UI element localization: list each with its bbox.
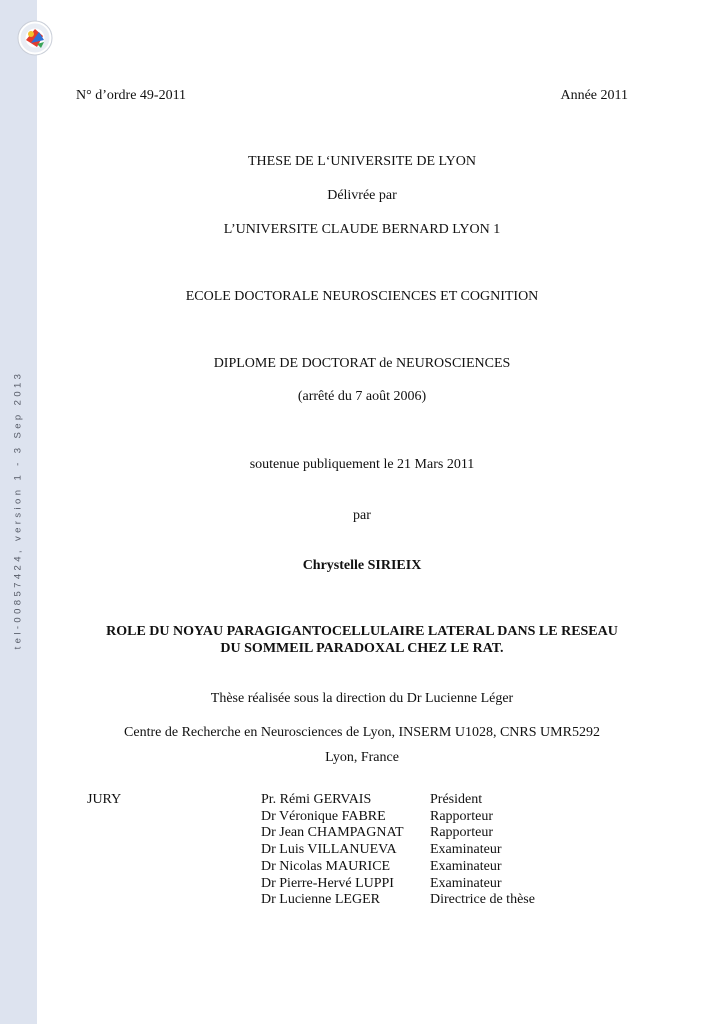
thesis-direction: Thèse réalisée sous la direction du Dr Lucienne Léger [210,691,514,706]
order-number: N° d’ordre 49-2011 [76,88,187,103]
doctoral-school: ECOLE DOCTORALE NEUROSCIENCES ET COGNITION [185,289,539,304]
thesis-title-line-1: ROLE DU NOYAU PARAGIGANTOCELLULAIRE LATERAL DANS LE RESEAU [106,624,618,639]
jury-member-role: Directrice de thèse [430,892,535,908]
jury-member-name: Dr Nicolas MAURICE [261,858,391,874]
jury-member-role: Examinateur [430,875,502,891]
jury-member-name: Dr Pierre-Hervé LUPPI [261,875,394,891]
year: Année 2011 [560,88,628,103]
thesis-title [80,623,644,657]
jury-member-role: Examinateur [430,858,502,874]
author-name: Chrystelle SIRIEIX [302,558,422,573]
jury-member-role: Examinateur [430,842,502,858]
hal-logo-icon [17,20,53,56]
jury-member-name: Pr. Rémi GERVAIS [261,792,372,807]
jury-member-name: Dr Véronique FABRE [261,808,386,824]
jury-member-name: Dr Lucienne LEGER [261,892,380,908]
par-text: par [353,508,371,523]
lab-city: Lyon, France [325,750,399,765]
research-lab: Centre de Recherche en Neurosciences de Lyon, INSERM U1028, CNRS UMR5292 [124,725,600,740]
thesis-title-line-2: DU SOMMEIL PARADOXAL CHEZ LE RAT. [220,641,504,656]
jury-member-role: Président [430,792,483,807]
jury-names [261,792,404,909]
jury-roles [430,792,535,909]
jury-label: JURY [87,792,122,807]
archive-stamp: tel-00857424, version 1 - 3 Sep 2013 [12,370,24,650]
jury-member-name: Dr Luis VILLANUEVA [261,842,397,858]
jury-member-role: Rapporteur [430,808,493,824]
defense-date: soutenue publiquement le 21 Mars 2011 [249,457,475,472]
jury-member-role: Rapporteur [430,825,493,841]
these-title: THESE DE L‘UNIVERSITE DE LYON [247,154,476,169]
university-name: L’UNIVERSITE CLAUDE BERNARD LYON 1 [223,222,501,237]
delivered-by: Délivrée par [327,188,397,203]
jury-member-name: Dr Jean CHAMPAGNAT [261,825,404,841]
diploma: DIPLOME DE DOCTORAT de NEUROSCIENCES [213,356,511,371]
decree: (arrêté du 7 août 2006) [297,389,427,404]
